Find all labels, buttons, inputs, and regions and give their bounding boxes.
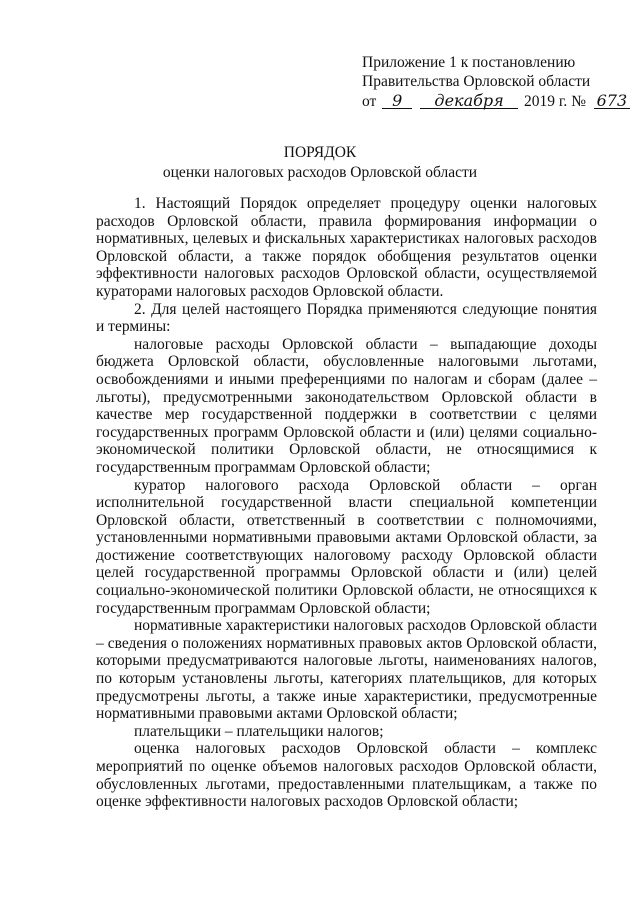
appendix-date-line bbox=[362, 92, 630, 111]
paragraph-2: 2. Для целей настоящего Порядка применяются следующие понятия и термины: bbox=[96, 300, 597, 336]
paragraph-1: 1. Настоящий Порядок определяет процедуру оценки налоговых расходов Орловской области, правила формирования информации о нормативных, целевых и фискальных характеристиках налоговых расходов Орловской области, а также порядок обобщения результатов оценки эффективности налоговых расходов Орловской области, осуществляемой кураторами налоговых расходов Орловской области. bbox=[96, 195, 597, 300]
definition-tax-expenditures: налоговые расходы Орловской области – выпадающие доходы бюджета Орловской области, обусловленные налоговыми льготами, освобождениями и иными преференциями по налогам и сборам (далее – льготы), предусмотренными законодательством Орловской области в качестве мер государственной поддержки в соответствии с целями государственных программ Орловской области и (или) целями социально-экономической политики Орловской области, не относящимися к государственным программам Орловской области; bbox=[96, 335, 597, 476]
definition-assessment: оценка налоговых расходов Орловской области – комплекс мероприятий по оценке объемов налоговых расходов Орловской области, обусловленных льготами, предоставленными плательщикам, а также по оценке эффективности налоговых расходов Орловской области; bbox=[96, 740, 597, 811]
appendix-line-1: Приложение 1 к постановлению bbox=[362, 54, 576, 71]
date-prefix: от bbox=[362, 93, 377, 110]
handwritten-month: декабря bbox=[420, 93, 518, 109]
definition-curator: куратор налогового расхода Орловской области – орган исполнительной государственной власти специальной компетенции Орловской области, ответственный в соответствии с полномочиями, установленными нормативными правовыми актами Орловской области, за достижение соответствующих налоговому расходу Орловской области целей государственной программы Орловской области и (или) целей социально-экономической политики Орловской области, не относящихся к государственным программам Орловской области; bbox=[96, 476, 597, 617]
definition-payers: плательщики – плательщики налогов; bbox=[134, 722, 384, 740]
year-text: 2019 г. bbox=[523, 93, 568, 110]
definition-normative-characteristics: нормативные характеристики налоговых расходов Орловской области – сведения о положениях нормативных правовых актов Орловской области, которыми предусматриваются налоговые льготы, наименованиях налогов, по которым установлены льготы, категориях плательщиков, для которых предусмотрены льготы, а также иные характеристики, предусмотренные нормативными правовыми актами Орловской области; bbox=[96, 617, 597, 723]
handwritten-number: 673 bbox=[594, 93, 630, 109]
number-sign: № bbox=[571, 93, 586, 110]
document-subtitle: оценки налоговых расходов Орловской области bbox=[162, 164, 478, 181]
document-body bbox=[96, 195, 597, 811]
appendix-line-2: Правительства Орловской области bbox=[362, 73, 591, 90]
handwritten-day: 9 bbox=[382, 93, 412, 109]
document-title: ПОРЯДОК bbox=[283, 144, 357, 161]
